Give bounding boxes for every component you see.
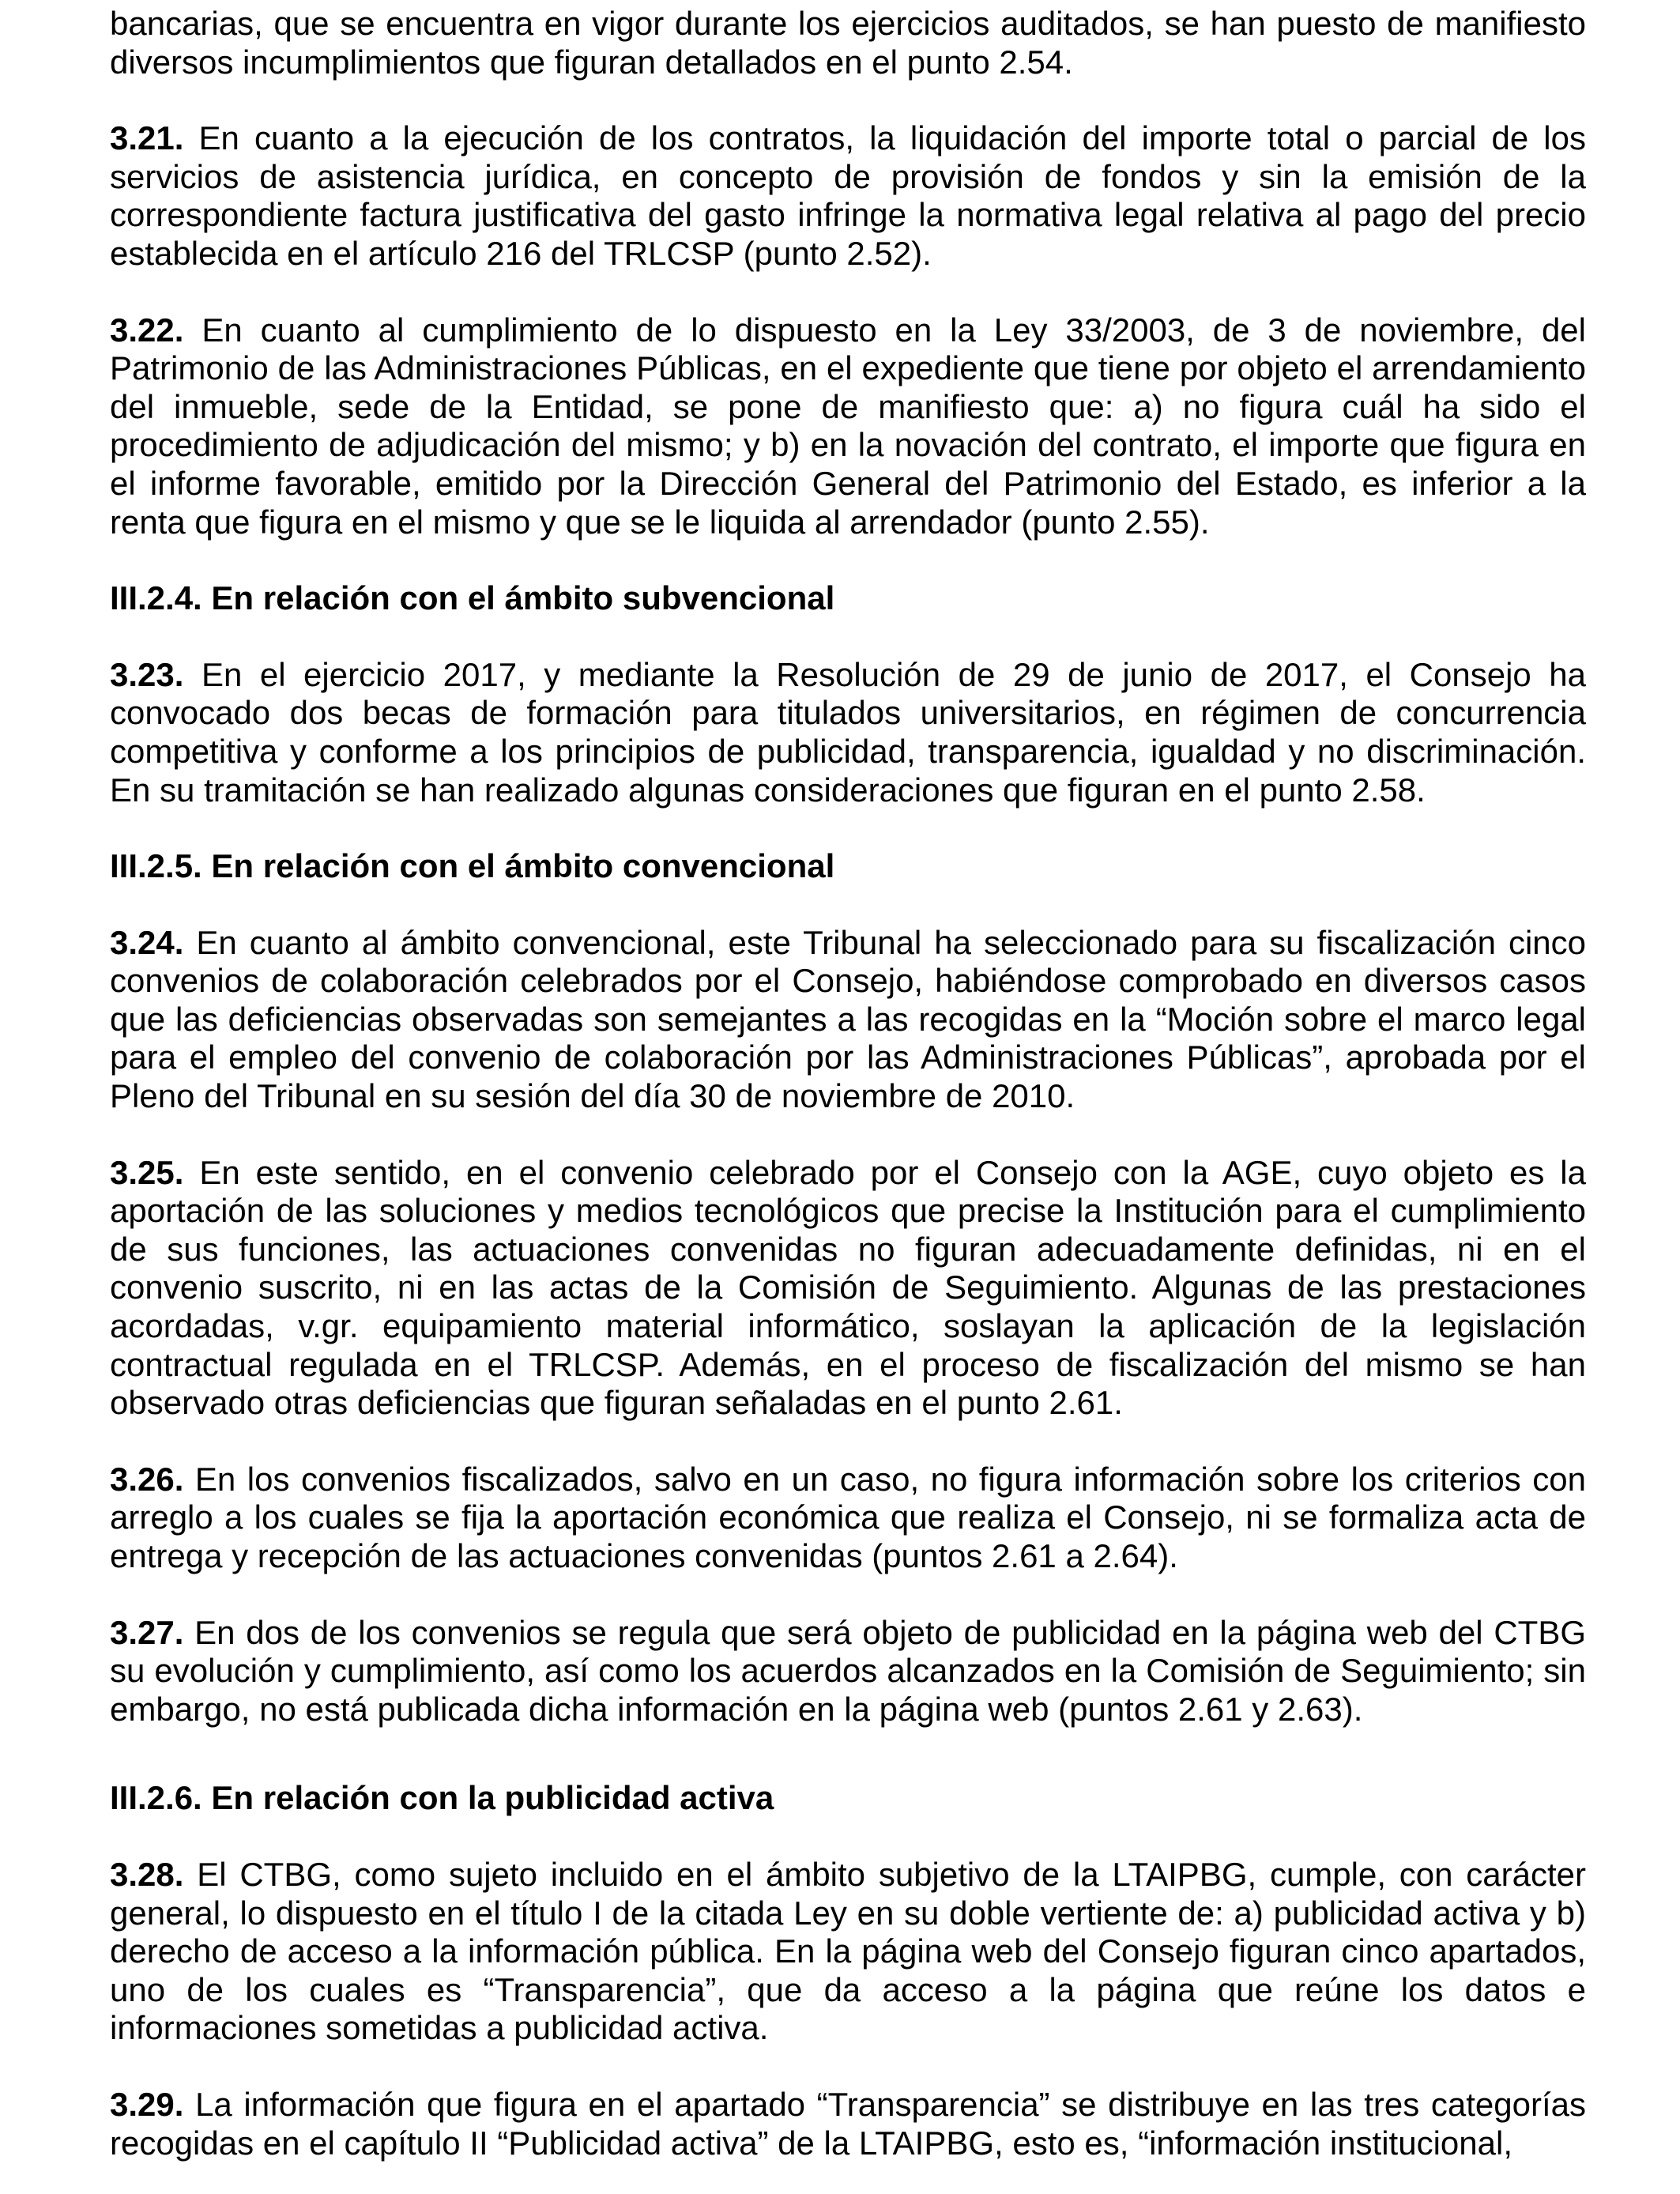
paragraph-number: 3.23. (110, 655, 184, 693)
paragraph-number: 3.22. (110, 311, 184, 349)
paragraph-3-28 (110, 1856, 1586, 2048)
paragraph-text: El CTBG, como sujeto incluido en el ámbito subjetivo de la LTAIPBG, cumple, con carácter general, lo dispuesto en el título I de la citada Ley en su doble vertiente de: a) publicidad activa y b) derecho de acceso a la información pública. En la página web del Consejo figuran cinco apartados, uno de los cuales es “Transparencia”, que da acceso a la página que reúne los datos e informaciones sometidas a publicidad activa. (110, 1855, 1587, 2047)
section-heading-iii-2-6: III.2.6. En relación con la publicidad activa (110, 1779, 774, 1817)
paragraph-3-25 (110, 1154, 1586, 1423)
paragraph-continuation (110, 5, 1586, 81)
paragraph-3-27 (110, 1614, 1586, 1729)
paragraph-text: En este sentido, en el convenio celebrado por el Consejo con la AGE, cuyo objeto es la aportación de las soluciones y medios tecnológicos que precise la Institución para el cumplimiento de sus funciones, las actuaciones convenidas no figuran adecuadamente definidas, ni en el convenio suscrito, ni en las actas de la Comisión de Seguimiento. Algunas de las prestaciones acordadas, v.gr. equipamiento material informático, soslayan la aplicación de la legislación contractual regulada en el TRLCSP. Además, en el proceso de fiscalización del mismo se han observado otras deficiencias que figuran señaladas en el punto 2.61. (110, 1153, 1587, 1422)
paragraph-3-26 (110, 1461, 1586, 1576)
paragraph-text: En el ejercicio 2017, y mediante la Resolución de 29 de junio de 2017, el Consejo ha convocado dos becas de formación para titulados universitarios, en régimen de concurrencia competitiva y conforme a los principios de publicidad, transparencia, igualdad y no discriminación. En su tramitación se han realizado algunas consideraciones que figuran en el punto 2.58. (110, 655, 1586, 809)
paragraph-text: En cuanto al cumplimiento de lo dispuesto en la Ley 33/2003, de 3 de noviembre, del Patrimonio de las Administraciones Públicas, en el expediente que tiene por objeto el arrendamiento del inmueble, sede de la Entidad, se pone de manifiesto que: a) no figura cuál ha sido el procedimiento de adjudicación del mismo; y b) en la novación del contrato, el importe que figura en el informe favorable, emitido por la Dirección General del Patrimonio del Estado, es inferior a la renta que figura en el mismo y que se le liquida al arrendador (punto 2.55). (110, 311, 1587, 541)
paragraph-3-29 (110, 2086, 1586, 2162)
document-page (110, 5, 1586, 2162)
paragraph-text: bancarias, que se encuentra en vigor durante los ejercicios auditados, se han puesto de manifiesto diversos incumplimientos que figuran detallados en el punto 2.54. (110, 5, 1586, 81)
section-heading-iii-2-5: III.2.5. En relación con el ámbito convencional (110, 847, 835, 885)
paragraph-3-22 (110, 311, 1586, 542)
paragraph-number: 3.21. (110, 119, 184, 157)
section-heading-iii-2-4: III.2.4. En relación con el ámbito subvencional (110, 579, 835, 617)
paragraph-3-23 (110, 656, 1586, 809)
paragraph-3-21 (110, 119, 1586, 273)
paragraph-number: 3.26. (110, 1460, 184, 1498)
paragraph-number: 3.24. (110, 923, 184, 961)
paragraph-number: 3.25. (110, 1153, 184, 1191)
paragraph-text: En dos de los convenios se regula que será objeto de publicidad en la página web del CTBG su evolución y cumplimiento, así como los acuerdos alcanzados en la Comisión de Seguimiento; sin embargo, no está publicada dicha información en la página web (puntos 2.61 y 2.63). (110, 1613, 1586, 1728)
paragraph-number: 3.27. (110, 1613, 184, 1651)
paragraph-number: 3.29. (110, 2085, 184, 2123)
paragraph-text: En cuanto al ámbito convencional, este Tribunal ha seleccionado para su fiscalización cinco convenios de colaboración celebrados por el Consejo, habiéndose comprobado en diversos casos que las deficiencias observadas son semejantes a las recogidas en la “Moción sobre el marco legal para el empleo del convenio de colaboración por las Administraciones Públicas”, aprobada por el Pleno del Tribunal en su sesión del día 30 de noviembre de 2010. (110, 923, 1586, 1115)
paragraph-3-24 (110, 924, 1586, 1116)
paragraph-number: 3.28. (110, 1855, 184, 1893)
paragraph-text: En cuanto a la ejecución de los contratos, la liquidación del importe total o parcial de los servicios de asistencia jurídica, en concepto de provisión de fondos y sin la emisión de la correspondiente factura justificativa del gasto infringe la normativa legal relativa al pago del precio establecida en el artículo 216 del TRLCSP (punto 2.52). (110, 119, 1587, 272)
paragraph-text: En los convenios fiscalizados, salvo en un caso, no figura información sobre los criterios con arreglo a los cuales se fija la aportación económica que realiza el Consejo, ni se formaliza acta de entrega y recepción de las actuaciones convenidas (puntos 2.61 a 2.64). (110, 1460, 1587, 1574)
paragraph-text: La información que figura en el apartado “Transparencia” se distribuye en las tres categorías recogidas en el capítulo II “Publicidad activa” de la LTAIPBG, esto es, “información institucional, (110, 2085, 1586, 2162)
